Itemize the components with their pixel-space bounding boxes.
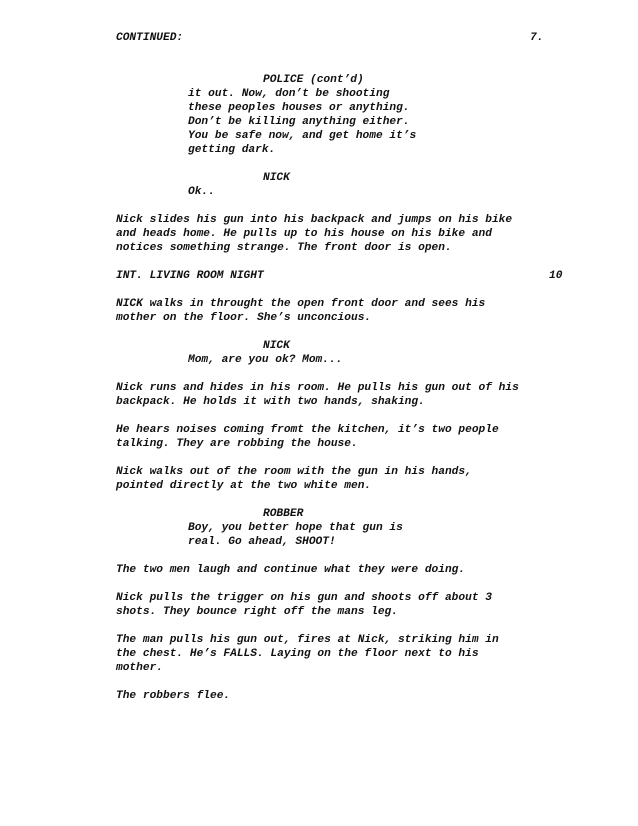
dialogue-line: real. Go ahead, SHOOT!	[188, 536, 336, 548]
dialogue-line: You be safe now, and get home it’s	[188, 130, 417, 142]
action-line: Nick slides his gun into his backpack and jumps on his bike	[116, 214, 513, 226]
action-line: Nick runs and hides in his room. He pulls his gun out of his	[116, 382, 519, 394]
dialogue-line: Don’t be killing anything either.	[188, 116, 410, 128]
action-line: mother on the floor. She’s unconcious.	[116, 312, 372, 324]
continued-label: CONTINUED:	[116, 32, 184, 44]
dialogue-line: Boy, you better hope that gun is	[188, 522, 403, 534]
action-line: the chest. He’s FALLS. Laying on the floor next to his	[116, 648, 479, 660]
action-line: shots. They bounce right off the mans leg.	[116, 606, 398, 618]
action-line: pointed directly at the two white men.	[116, 480, 372, 492]
scene-heading: INT. LIVING ROOM NIGHT	[116, 270, 264, 282]
action-line: mother.	[116, 662, 163, 674]
character-cue: ROBBER	[263, 508, 304, 520]
action-line: talking. They are robbing the house.	[116, 438, 358, 450]
action-line: and heads home. He pulls up to his house on his bike and	[116, 228, 492, 240]
action-line: The robbers flee.	[116, 690, 231, 702]
action-line: backpack. He holds it with two hands, shaking.	[116, 396, 425, 408]
action-line: notices something strange. The front door is open.	[116, 242, 452, 254]
action-line: The man pulls his gun out, fires at Nick, striking him in	[116, 634, 499, 646]
action-line: The two men laugh and continue what they were doing.	[116, 564, 466, 576]
scene-number: 10	[549, 270, 563, 282]
action-line: He hears noises coming fromt the kitchen, it’s two people	[116, 424, 499, 436]
action-line: NICK walks in throught the open front door and sees his	[116, 298, 486, 310]
dialogue-line: getting dark.	[188, 144, 276, 156]
dialogue-line: these peoples houses or anything.	[188, 102, 410, 114]
action-line: Nick walks out of the room with the gun in his hands,	[116, 466, 472, 478]
dialogue-line: Mom, are you ok? Mom...	[188, 354, 343, 366]
dialogue-line: Ok..	[188, 186, 215, 198]
character-cue: NICK	[263, 340, 290, 352]
page-number: 7.	[530, 32, 544, 44]
character-cue: POLICE (cont’d)	[263, 74, 364, 86]
dialogue-line: it out. Now, don’t be shooting	[188, 88, 390, 100]
action-line: Nick pulls the trigger on his gun and shoots off about 3	[116, 592, 492, 604]
character-cue: NICK	[263, 172, 290, 184]
